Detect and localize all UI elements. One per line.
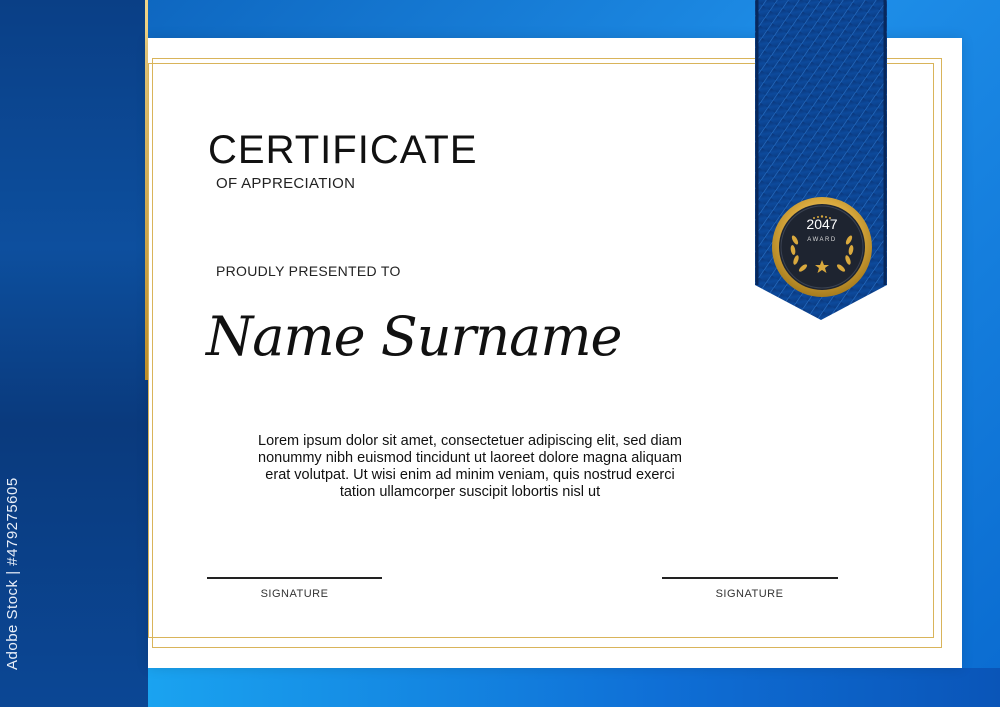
- signature-line-left: [207, 577, 382, 579]
- body-line: tation ullamcorper suscipit lobortis nisl ut: [339, 484, 601, 500]
- recipient-name: Name Surname: [206, 305, 622, 368]
- certificate-body: [208, 433, 732, 501]
- seal-year: 2047: [806, 216, 838, 232]
- certificate-title: CERTIFICATE: [208, 128, 478, 172]
- bottom-blue-band: [148, 668, 1000, 707]
- presented-to-label: PROUDLY PRESENTED TO: [216, 263, 401, 279]
- body-line: nonummy nibh euismod tincidunt ut laoreet dolore magna aliquam: [258, 450, 682, 466]
- signature-label-left: SIGNATURE: [260, 588, 329, 600]
- body-line: Lorem ipsum dolor sit amet, consectetuer adipiscing elit, sed diam: [258, 433, 682, 449]
- body-line: erat volutpat. Ut wisi enim ad minim veniam, quis nostrud exerci: [265, 467, 675, 483]
- stock-id-watermark: Adobe Stock | #479275605: [4, 477, 21, 670]
- signature-line-right: [662, 577, 838, 579]
- certificate-subtitle: OF APPRECIATION: [216, 175, 356, 192]
- signature-label-right: SIGNATURE: [715, 588, 784, 600]
- award-seal: [771, 196, 873, 298]
- seal-label: AWARD: [807, 237, 837, 243]
